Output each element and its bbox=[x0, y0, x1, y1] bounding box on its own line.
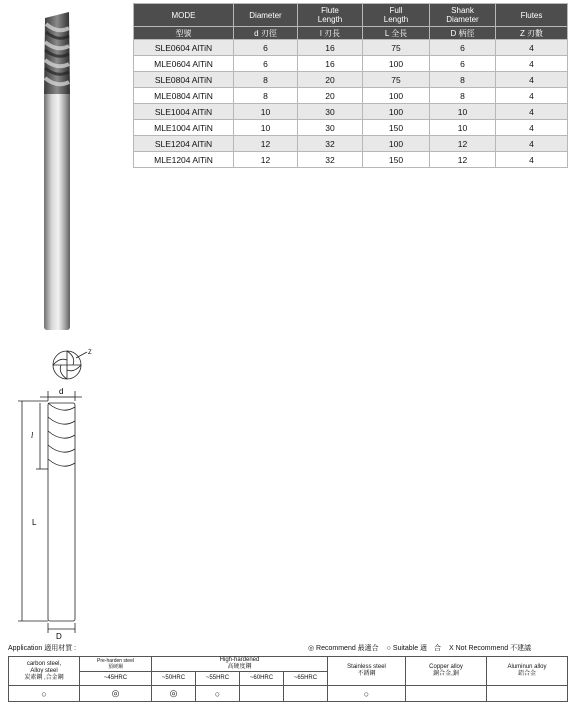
cell-model: SLE0804 AlTiN bbox=[134, 72, 234, 88]
cell-flutes: 4 bbox=[496, 88, 568, 104]
cell-diameter: 12 bbox=[234, 136, 298, 152]
cell-diameter: 6 bbox=[234, 40, 298, 56]
legend-suitable: ○ Suitable 適 合 bbox=[386, 645, 442, 652]
cell-flutes: 4 bbox=[496, 152, 568, 168]
col-copper: Copper alloy 銅合金,銅 bbox=[406, 657, 487, 686]
cell-flute-length: 20 bbox=[298, 88, 363, 104]
application-mark bbox=[284, 686, 328, 702]
cell-flutes: 4 bbox=[496, 40, 568, 56]
application-mark: ○ bbox=[196, 686, 240, 702]
table-row bbox=[134, 40, 568, 56]
cell-full-length: 75 bbox=[363, 40, 430, 56]
cell-flutes: 4 bbox=[496, 104, 568, 120]
application-legend bbox=[308, 643, 537, 653]
subheader-D: D 柄徑 bbox=[430, 27, 496, 40]
cell-flutes: 4 bbox=[496, 120, 568, 136]
legend-recommend: ◎ Recommend 最適合 bbox=[308, 645, 379, 652]
table-row bbox=[134, 104, 568, 120]
cell-full-length: 150 bbox=[363, 152, 430, 168]
subheader-model: 型號 bbox=[134, 27, 234, 40]
col-high-hardened: High-hardened 高硬度鋼 bbox=[152, 657, 328, 672]
table-row bbox=[134, 136, 568, 152]
cell-shank-diameter: 6 bbox=[430, 56, 496, 72]
sub-45hrc: ~45HRC bbox=[80, 672, 152, 686]
application-mark: ◎ bbox=[80, 686, 152, 702]
cell-shank-diameter: 10 bbox=[430, 120, 496, 136]
cell-flute-length: 20 bbox=[298, 72, 363, 88]
sub-60hrc: ~60HRC bbox=[240, 672, 284, 686]
header-shank-diameter: Shank Diameter bbox=[430, 4, 496, 27]
header-flutes: Flutes bbox=[496, 4, 568, 27]
col-carbon-steel: carbon steel, Alloy steel 炭素鋼 ,合金鋼 bbox=[9, 657, 80, 686]
cell-model: MLE1204 AlTiN bbox=[134, 152, 234, 168]
end-view bbox=[53, 351, 87, 379]
cell-model: MLE1004 AlTiN bbox=[134, 120, 234, 136]
application-mark bbox=[406, 686, 487, 702]
cell-shank-diameter: 6 bbox=[430, 40, 496, 56]
cell-diameter: 12 bbox=[234, 152, 298, 168]
cell-full-length: 150 bbox=[363, 120, 430, 136]
cell-flute-length: 32 bbox=[298, 136, 363, 152]
legend-not-recommend: X Not Recommend 不建議 bbox=[449, 645, 532, 652]
cell-shank-diameter: 8 bbox=[430, 88, 496, 104]
cell-flutes: 4 bbox=[496, 72, 568, 88]
header-mode: MODE bbox=[134, 4, 234, 27]
application-mark: ○ bbox=[328, 686, 406, 702]
cell-full-length: 100 bbox=[363, 56, 430, 72]
cell-shank-diameter: 10 bbox=[430, 104, 496, 120]
application-mark bbox=[487, 686, 568, 702]
cell-flute-length: 32 bbox=[298, 152, 363, 168]
header-row bbox=[134, 4, 568, 27]
end-mill-photo bbox=[38, 12, 78, 334]
cell-diameter: 6 bbox=[234, 56, 298, 72]
app-header-row-1 bbox=[9, 657, 568, 672]
header-flute-length: Flute Length bbox=[298, 4, 363, 27]
spec-table bbox=[133, 3, 568, 168]
table-row bbox=[134, 56, 568, 72]
subheader-Z: Z 刃數 bbox=[496, 27, 568, 40]
cell-diameter: 8 bbox=[234, 72, 298, 88]
col-aluminum: Aluminun alloy 鋁合金 bbox=[487, 657, 568, 686]
col-pre-harden: Pre-harden steel 預硬鋼 bbox=[80, 657, 152, 672]
side-view bbox=[18, 391, 82, 633]
table-row bbox=[134, 72, 568, 88]
cell-full-length: 100 bbox=[363, 88, 430, 104]
z-label: Z bbox=[88, 350, 92, 356]
cell-diameter: 10 bbox=[234, 120, 298, 136]
application-table bbox=[8, 656, 568, 702]
cell-flute-length: 30 bbox=[298, 120, 363, 136]
sub-65hrc: ~65HRC bbox=[284, 672, 328, 686]
l-label: l bbox=[31, 431, 34, 440]
cell-flute-length: 16 bbox=[298, 40, 363, 56]
table-row bbox=[134, 152, 568, 168]
sub-50hrc: ~50HRC bbox=[152, 672, 196, 686]
application-title: Application 適用材質 : bbox=[8, 645, 77, 652]
cell-flutes: 4 bbox=[496, 136, 568, 152]
cell-shank-diameter: 12 bbox=[430, 152, 496, 168]
application-mark bbox=[240, 686, 284, 702]
L-label: L bbox=[32, 518, 37, 527]
cell-diameter: 8 bbox=[234, 88, 298, 104]
D-label: D bbox=[56, 632, 62, 640]
subheader-d: d 刃徑 bbox=[234, 27, 298, 40]
cell-shank-diameter: 8 bbox=[430, 72, 496, 88]
application-mark: ○ bbox=[9, 686, 80, 702]
header-full-length: Full Length bbox=[363, 4, 430, 27]
cell-model: SLE1004 AlTiN bbox=[134, 104, 234, 120]
cell-model: MLE0804 AlTiN bbox=[134, 88, 234, 104]
sub-55hrc: ~55HRC bbox=[196, 672, 240, 686]
cell-flutes: 4 bbox=[496, 56, 568, 72]
header-diameter: Diameter bbox=[234, 4, 298, 27]
app-marks-row bbox=[9, 686, 568, 702]
cell-model: SLE1204 AlTiN bbox=[134, 136, 234, 152]
col-stainless: Stainless steel 不銹鋼 bbox=[328, 657, 406, 686]
subheader-row bbox=[134, 27, 568, 40]
cell-full-length: 100 bbox=[363, 104, 430, 120]
subheader-l: l 刃長 bbox=[298, 27, 363, 40]
table-row bbox=[134, 120, 568, 136]
table-row bbox=[134, 88, 568, 104]
cell-flute-length: 16 bbox=[298, 56, 363, 72]
cell-model: MLE0604 AlTiN bbox=[134, 56, 234, 72]
cell-model: SLE0604 AlTiN bbox=[134, 40, 234, 56]
spec-body bbox=[134, 40, 568, 168]
technical-drawing bbox=[10, 345, 110, 640]
application-mark: ◎ bbox=[152, 686, 196, 702]
cell-shank-diameter: 12 bbox=[430, 136, 496, 152]
cell-diameter: 10 bbox=[234, 104, 298, 120]
cell-full-length: 100 bbox=[363, 136, 430, 152]
subheader-L: L 全長 bbox=[363, 27, 430, 40]
cell-full-length: 75 bbox=[363, 72, 430, 88]
cell-flute-length: 30 bbox=[298, 104, 363, 120]
d-label: d bbox=[59, 387, 64, 396]
